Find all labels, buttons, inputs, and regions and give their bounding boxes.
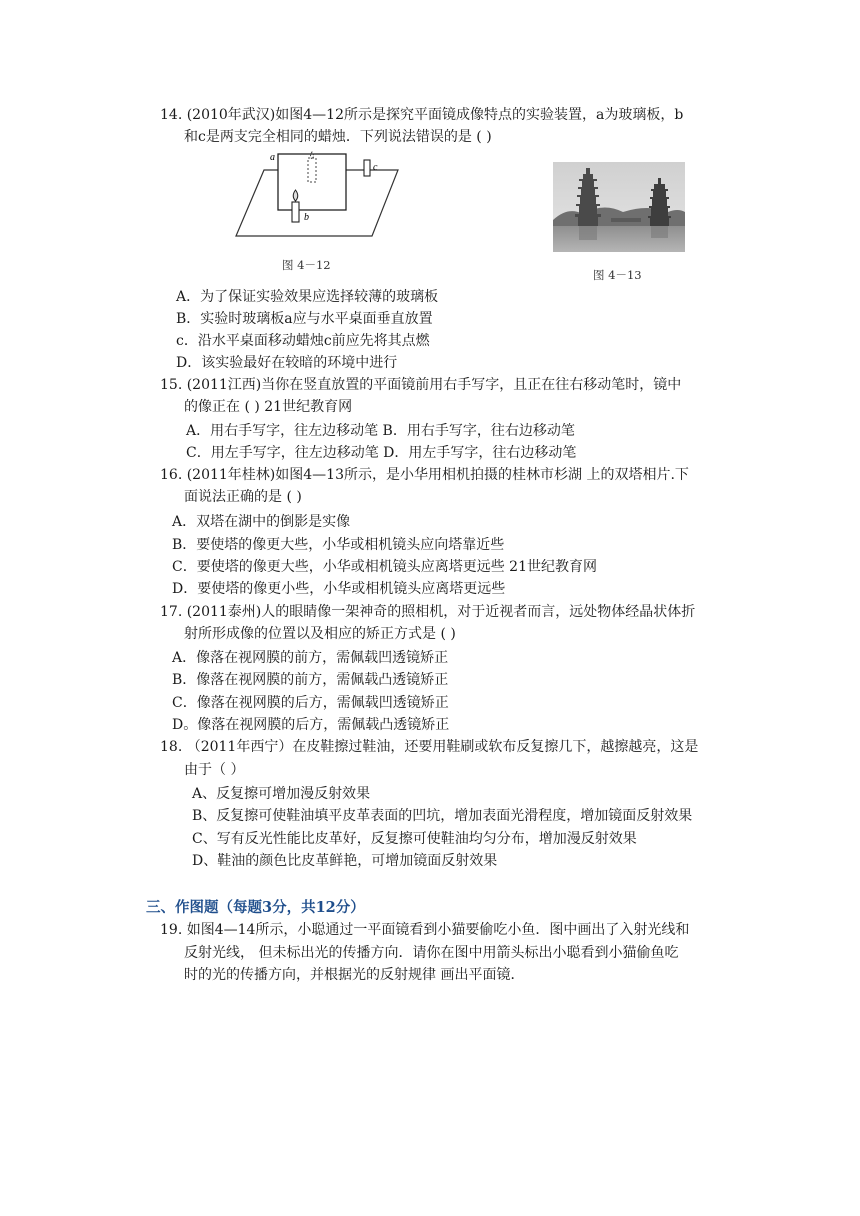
q15-stem-line1: 15. (2011江西)当你在竖直放置的平面镜前用右手写字，且正在往右移动笔时，镜中 [160, 377, 682, 393]
q14-option-a: A．为了保证实验效果应选择较薄的玻璃板 [176, 289, 439, 305]
figure-label-c: c [373, 162, 378, 173]
section-3-heading: 三、作图题（每题3分，共12分） [146, 899, 365, 916]
q16-option-c: C．要使塔的像更大些，小华或相机镜头应离塔更远些 21世纪教育网 [172, 559, 597, 575]
q18-option-b: B、反复擦可使鞋油填平皮革表面的凹坑，增加表面光滑程度，增加镜面反射效果 [192, 808, 693, 824]
figure-label-a: a [270, 152, 275, 163]
q16-option-b: B．要使塔的像更大些，小华或相机镜头应向塔靠近些 [172, 537, 505, 553]
q15-stem-line2: 的像正在 ( ) 21世纪教育网 [184, 399, 353, 415]
q18-option-c: C、写有反光性能比皮革好，反复擦可使鞋油均匀分布，增加漫反射效果 [192, 831, 637, 847]
figure-label-b: b [304, 212, 309, 223]
q15-options-cd: C．用左手写字，往左边移动笔 D．用左手写字，往右边移动笔 [186, 445, 577, 461]
q18-option-a: A、反复擦可增加漫反射效果 [192, 786, 371, 802]
q18-stem-line2: 由于（ ） [184, 762, 245, 778]
q17-option-d: D。像落在视网膜的后方，需佩载凸透镜矫正 [172, 717, 450, 733]
q17-option-a: A．像落在视网膜的前方，需佩载凹透镜矫正 [172, 650, 449, 666]
q16-option-a: A．双塔在湖中的倒影是实像 [172, 514, 351, 530]
q14-stem-line1: 14. (2010年武汉)如图4—12所示是探究平面镜成像特点的实验装置，a为玻璃板，b [160, 107, 684, 123]
q14-option-b: B．实验时玻璃板a应与水平桌面垂直放置 [176, 311, 433, 327]
q19-stem-line2: 反射光线， 但未标出光的传播方向．请你在图中用箭头标出小聪看到小猫偷鱼吃 [184, 945, 679, 961]
q18-option-d: D、鞋油的颜色比皮革鲜艳，可增加镜面反射效果 [192, 853, 498, 869]
q17-option-b: B．像落在视网膜的前方，需佩载凸透镜矫正 [172, 672, 449, 688]
q18-stem-line1: 18. （2011年西宁）在皮鞋擦过鞋油，还要用鞋刷或软布反复擦几下，越擦越亮，这是 [160, 739, 699, 755]
figure-4-12-diagram [232, 148, 402, 246]
q17-stem-line2: 射所形成像的位置以及相应的矫正方式是 ( ) [184, 626, 456, 642]
q17-stem-line1: 17. (2011泰州)人的眼睛像一架神奇的照相机，对于近视者而言，远处物体经晶状体折 [160, 604, 696, 620]
q19-stem-line3: 时的光的传播方向，并根据光的反射规律 画出平面镜． [184, 967, 525, 983]
q14-option-d: D．该实验最好在较暗的环境中进行 [176, 355, 398, 371]
q15-options-ab: A．用右手写字，往左边移动笔 B．用右手写字，往右边移动笔 [186, 423, 575, 439]
q14-stem-line2: 和c是两支完全相同的蜡烛．下列说法错误的是 ( ) [184, 129, 492, 145]
figure-4-13-caption: 图 4－13 [593, 268, 642, 282]
figure-4-13-photo [553, 162, 685, 252]
figure-4-12-caption: 图 4－12 [282, 258, 331, 272]
q16-option-d: D．要使塔的像更小些，小华或相机镜头应离塔更远些 [172, 581, 506, 597]
q14-option-c: c．沿水平桌面移动蜡烛c前应先将其点燃 [176, 333, 430, 349]
q19-stem-line1: 19. 如图4—14所示，小聪通过一平面镜看到小猫要偷吃小鱼．图中画出了入射光线和 [160, 922, 690, 938]
q16-stem-line1: 16. (2011年桂林)如图4—13所示，是小华用相机拍摄的桂林市杉湖 上的双塔相片.下 [160, 467, 689, 483]
q17-option-c: C．像落在视网膜的后方，需佩载凹透镜矫正 [172, 695, 449, 711]
q16-stem-line2: 面说法正确的是 ( ) [184, 489, 302, 505]
